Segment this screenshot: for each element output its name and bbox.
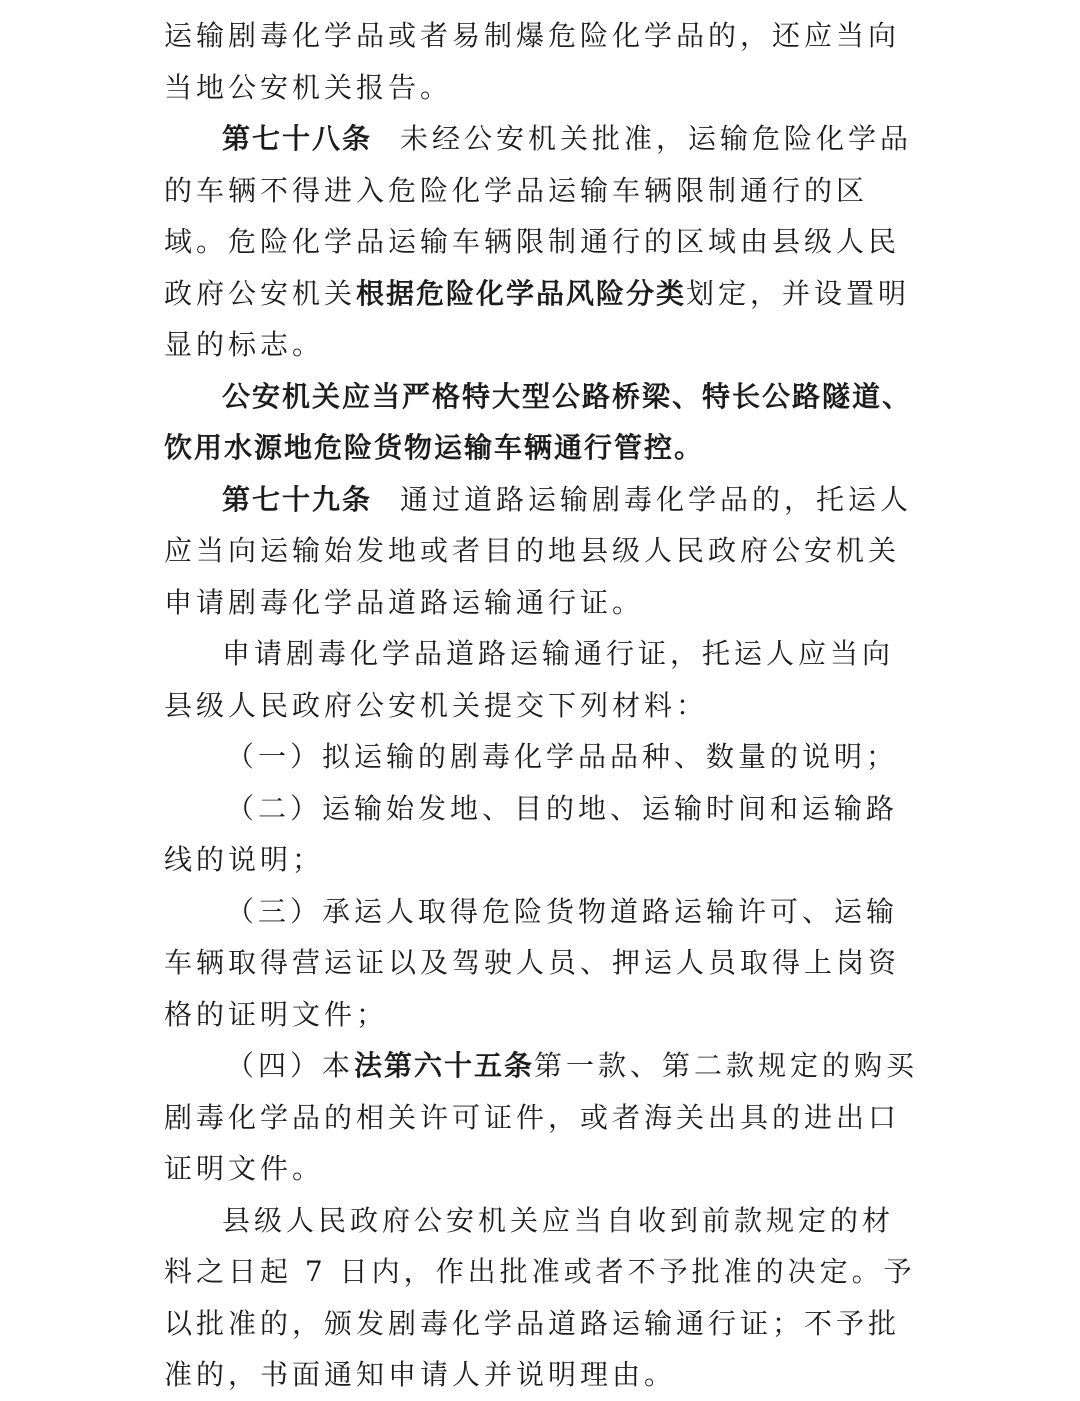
paragraph-control xyxy=(164,371,924,474)
article-79 xyxy=(164,474,924,629)
list-item-1 xyxy=(164,731,924,783)
article-79-heading: 第七十九条 xyxy=(222,482,373,516)
article-78-heading: 第七十八条 xyxy=(222,122,373,155)
paragraph-decision xyxy=(164,1195,924,1401)
list-item-4-text: （四）本 xyxy=(226,1049,355,1082)
article-78-bold-text: 根据危险化学品风险分类 xyxy=(356,276,687,310)
list-item-4 xyxy=(164,1040,924,1195)
list-item-3-text: （三）承运人取得危险货物道路运输许可、运输车辆取得营运证以及驾驶人员、押运人员取得上岗资格的证明文件； xyxy=(164,894,901,1031)
paragraph-report-text: 运输剧毒化学品或者易制爆危险化学品的，还应当向当地公安机关报告。 xyxy=(164,19,901,104)
document-body xyxy=(164,10,924,1401)
paragraph-control-text: 公安机关应当严格特大型公路桥梁、特长公路隧道、饮用水源地危险货物运输车辆通行管控。 xyxy=(164,379,913,464)
paragraph-apply xyxy=(164,628,924,731)
list-item-2-text: （二）运输始发地、目的地、运输时间和运输路线的说明； xyxy=(164,791,899,876)
paragraph-decision-text: 县级人民政府公安机关应当自收到前款规定的材料之日起 7 日内，作出批准或者不予批准的决定。予以批准的，颁发剧毒化学品道路运输通行证；不予批准的，书面通知申请人并说明理由。 xyxy=(164,1203,916,1391)
list-item-3 xyxy=(164,886,924,1041)
article-78-text: 未经公安机关批准，运输危险化学品的车辆不得进入危险化学品运输车辆限制通行的区域。危险化学品运输车辆限制通行的区域由县级人民政府公安机关 xyxy=(164,122,913,310)
article-78 xyxy=(164,113,924,371)
list-item-4-bold-text: 法第六十五条 xyxy=(354,1049,535,1082)
list-item-2 xyxy=(164,783,924,886)
list-item-1-text: （一）拟运输的剧毒化学品品种、数量的说明； xyxy=(226,740,899,773)
article-78-text-end: 划定，并设置明显的标志。 xyxy=(164,276,911,361)
article-79-text: 通过道路运输剧毒化学品的，托运人应当向运输始发地或者目的地县级人民政府公安机关申请剧毒化学品道路运输通行证。 xyxy=(164,482,913,619)
paragraph-apply-text: 申请剧毒化学品道路运输通行证，托运人应当向县级人民政府公安机关提交下列材料： xyxy=(164,637,895,722)
paragraph-report xyxy=(164,10,924,113)
list-item-4-text-end: 第一款、第二款规定的购买剧毒化学品的相关许可证件，或者海关出具的进出口证明文件。 xyxy=(164,1049,919,1185)
